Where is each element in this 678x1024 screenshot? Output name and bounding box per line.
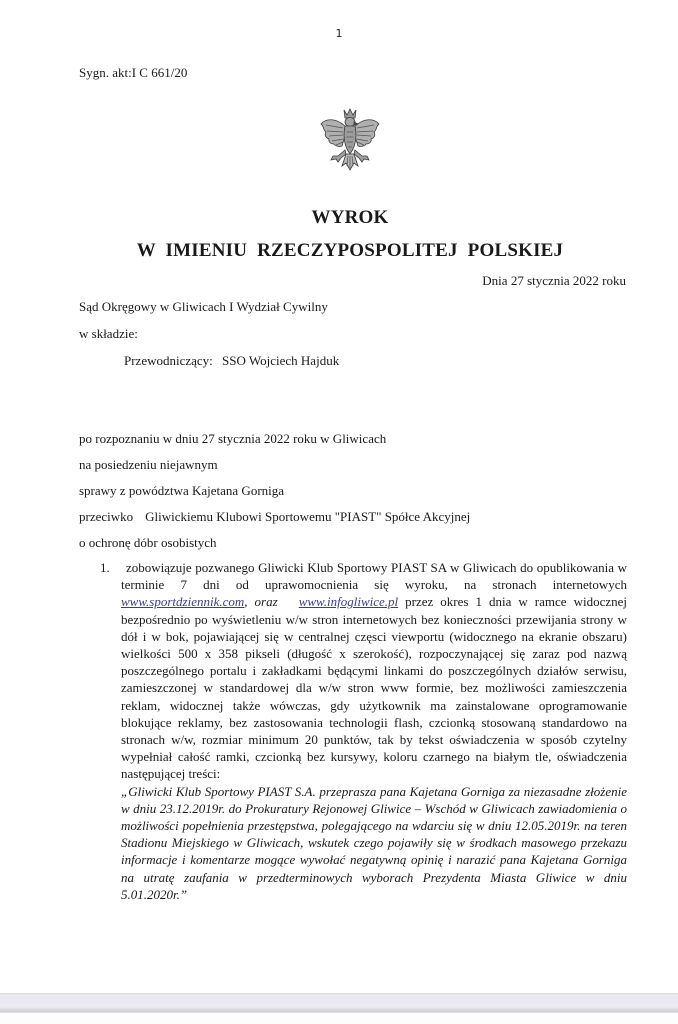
ruling-number: 1. bbox=[100, 560, 110, 575]
page-number: 1 bbox=[335, 27, 343, 40]
ruling-text-conditions: przez okres 1 dnia w ramce widocznej bezpośrednio po wyświetleniu w/w stron internetowych bez konieczności przewijania strony w dół i w bok, pojawiającej się w centralnej częsci viewportu (widocznego na ekranie obszaru) wielkości 500 x 358 pikseli (długość x szerokość), rozpoczynającej się zaraz pod nazwą poszczególnego portalu i zakładkami będącymi linkami do poszczególnych działów serwisu, zamieszczonej w standardowej dla w/w stron www formie, bez możliwości zamieszczenia reklam, widocznej także wówczas, gdy użytkownik ma zainstalowane oprogramowanie blokujące reklamy, bez zastosowania technologii flash, czcionką stosowaną standardowo na stronach w/w, rozmiar minimum 20 punktów, tak by tekst oświadczenia w sposób czytelny wypełniał całość ramki, czcionką bez kursywy, koloru czarnego na białym tle, oświadczenia następującej treści: bbox=[121, 594, 627, 782]
chair-label: Przewodniczący: bbox=[124, 353, 213, 368]
polish-eagle-emblem-icon bbox=[318, 106, 382, 174]
next-page-top bbox=[0, 1013, 678, 1024]
case-subject: o ochronę dóbr osobistych bbox=[79, 535, 217, 550]
oraz-word: oraz bbox=[254, 594, 278, 610]
link-sportdziennik[interactable]: www.sportdziennik.com bbox=[121, 594, 245, 610]
link-infogliwice[interactable]: www.infogliwice.pl bbox=[298, 594, 399, 610]
link-separator: , bbox=[244, 594, 255, 610]
document-subtitle: W IMIENIU RZECZYPOSPOLITEJ POLSKIEJ bbox=[136, 240, 564, 261]
document-title: WYROK bbox=[311, 207, 389, 228]
case-signature: Sygn. akt:I C 661/20 bbox=[79, 65, 188, 80]
ruling-body bbox=[121, 559, 627, 903]
against-label: przeciwko bbox=[79, 509, 134, 524]
proceedings-line: po rozpoznaniu w dniu 27 stycznia 2022 roku w Gliwicach bbox=[79, 431, 387, 446]
page-separator bbox=[0, 993, 678, 1013]
chair-line bbox=[124, 353, 339, 369]
proceedings-line: na posiedzeniu niejawnym bbox=[79, 457, 218, 472]
proceedings-line: sprawy z powództwa Kajetana Gorniga bbox=[79, 483, 285, 498]
composition-label: w składzie: bbox=[79, 326, 138, 341]
chair-name: SSO Wojciech Hajduk bbox=[222, 353, 340, 368]
apology-statement: „Gliwicki Klub Sportowy PIAST S.A. przeprasza pana Kajetana Gorniga za niezasadne złożenie w dniu 23.12.2019r. do Prokuratury Rejonowej Gliwice – Wschód w Gliwicach zawiadomienia o możliwości popełnienia przestępstwa, polegającego na wdarciu się w dniu 12.05.2019r. na teren Stadionu Miejskiego w Gliwicach, wskutek czego pojawiły się w środkach masowego przekazu informacje i komentarze mogące wywołać negatywną opinię i narazić pana Kajetana Gorniga na utratę zaufania w przedterminowych wyborach Prezydenta Miasta Gliwice w dniu 5.01.2020r.” bbox=[121, 783, 627, 902]
judgment-date: Dnia 27 stycznia 2022 roku bbox=[482, 273, 626, 288]
ruling-item bbox=[100, 559, 627, 903]
defendant-line bbox=[79, 509, 470, 525]
defendant-name: Gliwickiemu Klubowi Sportowemu "PIAST" Spółce Akcyjnej bbox=[145, 509, 471, 524]
court-name: Sąd Okręgowy w Gliwicach I Wydział Cywilny bbox=[79, 299, 328, 314]
ruling-text-intro: zobowiązuje pozwanego Gliwicki Klub Sportowy PIAST SA w Gliwicach do opublikowania w terminie 7 dni od uprawomocnienia się wyroku, na stronach internetowych bbox=[121, 560, 627, 593]
